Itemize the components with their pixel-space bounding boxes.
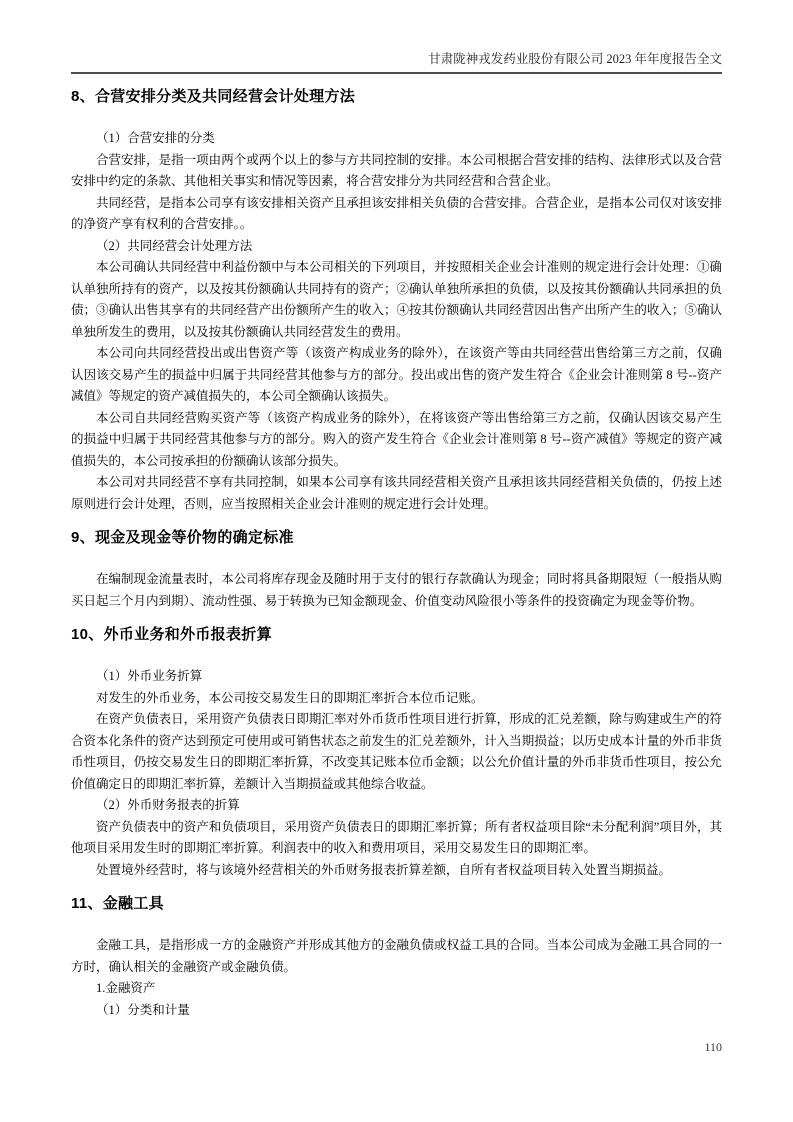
sub-heading: （1）分类和计量 (96, 1002, 190, 1017)
document-content (71, 74, 722, 1021)
paragraph: 合营安排，是指一项由两个或两个以上的参与方共同控制的安排。本公司根据合营安排的结构、法律形式以及合营安排中约定的条款、其他相关事实和情况等因素，将合营安排分为共同经营和合营企业。 (71, 152, 722, 188)
paragraph: 本公司自共同经营购买资产等（该资产构成业务的除外），在将该资产等出售给第三方之前，仅确认因该交易产生的损益中归属于共同经营其他参与方的部分。购入的资产发生符合《企业会计准则第 8 号--资产减值》等规定的资产减值损失的，本公司按承担的份额确认该部分损失。 (71, 410, 722, 468)
page-header (71, 0, 722, 74)
sub-heading: （2）外币财务报表的折算 (96, 798, 240, 812)
paragraph: 共同经营，是指本公司享有该安排相关资产且承担该安排相关负债的合营安排。合营企业，是指本公司仅对该安排的净资产享有权利的合营安排。。 (71, 195, 722, 231)
section-11 (71, 895, 722, 1021)
paragraph: 处置境外经营时，将与该境外经营相关的外币财务报表折算差额，自所有者权益项目转入处置当期损益。 (96, 862, 672, 877)
paragraph: 金融工具，是指形成一方的金融资产并形成其他方的金融负债或权益工具的合同。当本公司成为金融工具合同的一方时，确认相关的金融资产或金融负债。 (71, 938, 722, 974)
section-10-heading: 10、外币业务和外币报表折算 (71, 626, 272, 643)
sub-heading: （1）合营安排的分类 (96, 131, 215, 145)
sub-heading: 1.金融资产 (96, 981, 156, 995)
section-8-heading: 8、合营安排分类及共同经营会计处理方法 (71, 88, 356, 105)
page-number: 110 (704, 1040, 722, 1054)
section-9 (71, 529, 722, 612)
paragraph: 在编制现金流量表时，本公司将库存现金及随时用于支付的银行存款确认为现金；同时将具备期限短（一般指从购买日起三个月内到期）、流动性强、易于转换为已知金额现金、价值变动风险很小等条件的投资确定为现金等价物。 (71, 572, 722, 608)
sub-heading: （2）共同经营会计处理方法 (96, 238, 253, 253)
paragraph: 本公司对共同经营不享有共同控制，如果本公司享有该共同经营相关资产且承担该共同经营相关负债的，仍按上述原则进行会计处理，否则，应当按照相关企业会计准则的规定进行会计处理。 (71, 475, 722, 511)
section-8 (71, 88, 722, 515)
paragraph: 本公司确认共同经营中利益份额中与本公司相关的下列项目，并按照相关企业会计准则的规定进行会计处理：①确认单独所持有的资产，以及按其份额确认共同持有的资产；②确认单独所承担的负债，以及按其份额确认共同承担的负债；③确认出售其享有的共同经营产出份额所产生的收入；④按其份额确认共同经营因出售产出所产生的收入；⑤确认单独所发生的费用，以及按其份额确认共同经营发生的费用。 (71, 260, 722, 339)
sub-heading: （1）外币业务折算 (96, 669, 203, 683)
section-11-heading: 11、金融工具 (71, 895, 164, 912)
header-title: 甘肃陇神戎发药业股份有限公司 2023 年年度报告全文 (428, 52, 722, 66)
section-9-heading: 9、现金及现金等价物的确定标准 (71, 529, 294, 546)
paragraph: 本公司向共同经营投出或出售资产等（该资产构成业务的除外），在该资产等由共同经营出售给第三方之前，仅确认因该交易产生的损益中归属于共同经营其他参与方的部分。投出或出售的资产发生符合《企业会计准则第 8 号--资产减值》等规定的资产减值损失的，本公司全额确认该损失。 (71, 346, 722, 403)
paragraph: 在资产负债表日，采用资产负债表日即期汇率对外币货币性项目进行折算，形成的汇兑差额，除与购建或生产的符合资本化条件的资产达到预定可使用或可销售状态之前发生的汇兑差额外，计入当期损益；以历史成本计量的外币非货币性项目，仍按交易发生日的即期汇率折算，不改变其记账本位币金额；以公允价值计量的外币非货币性项目，按公允价值确定日的即期汇率折算，差额计入当期损益或其他综合收益。 (71, 712, 722, 791)
paragraph: 对发生的外币业务，本公司按交易发生日的即期汇率折合本位币记账。 (96, 690, 484, 705)
section-10 (71, 626, 722, 881)
paragraph: 资产负债表中的资产和负债项目，采用资产负债表日的即期汇率折算；所有者权益项目除“未分配利润”项目外，其他项目采用发生时的即期汇率折算。利润表中的收入和费用项目，采用交易发生日的即期汇率。 (71, 819, 722, 855)
